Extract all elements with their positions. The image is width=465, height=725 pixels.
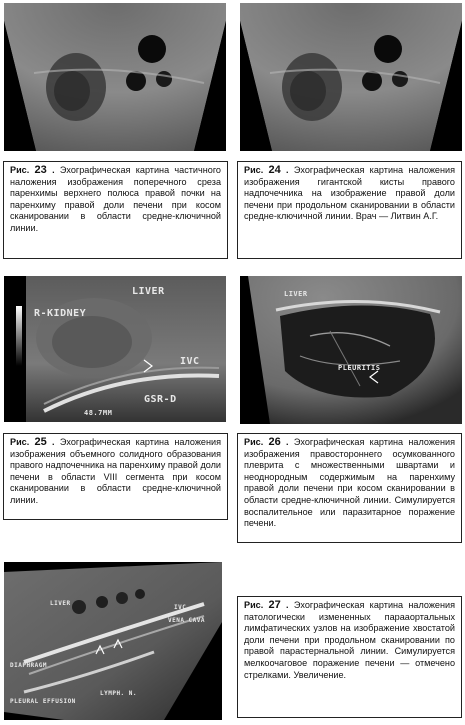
caption-fig24: Рис. 24 . Эхографическая картина наложения изображения гигантской кисты правого надпочечника на изображение правой доли печени при продольном сканировании в области средне-ключичной линии. Врач — Литвин А.Г. — [237, 161, 462, 259]
figure-label: Рис. — [244, 165, 264, 175]
figure-label: Рис. — [244, 600, 264, 610]
figure-number: 26 — [268, 436, 281, 448]
figure-label: Рис. — [244, 437, 264, 447]
figure-number: 24 — [268, 164, 281, 176]
caption-text: Эхографическая картина наложения изображения объемного солидного образования правого надпочечника на паренхиму правой доли печени в области VIII сегмента при косом сканировании в области средне-ключичной линии. — [10, 437, 221, 505]
liver-label: LIVER — [132, 286, 165, 297]
ultrasound-image-fig23 — [4, 3, 226, 151]
figure-label: Рис. — [10, 165, 30, 175]
caption-fig27: Рис. 27 . Эхографическая картина наложения патологически измененных парааортальных лимфатических узлов на изображение хвостатой доли печени при продольном сканировании по правой парастернальной линии. Симулируется мелкоочаговое поражение печени — отмечено стрелками. Увеличение. — [237, 596, 462, 718]
figure-number: 23 — [34, 164, 47, 176]
gsr-label: GSR-D — [144, 394, 177, 405]
caption-text: Эхографическая картина наложения изображения гигантской кисты правого надпочечника на изображение правой доли печени при продольном сканировании в области средне-ключичной линии. Врач — Литвин А.Г. — [244, 165, 455, 222]
figure-label: Рис. — [10, 437, 30, 447]
figure-number: 27 — [268, 599, 281, 611]
caption-text: Эхографическая картина частичного наложения изображения поперечного среза паренхимы верхнего полюса правой почки на паренхиму правой доли печени при косом сканировании в области средне-ключичной линии. — [10, 165, 221, 233]
ivc-label: IVC — [174, 604, 187, 611]
kidney-label: R-KIDNEY — [34, 308, 87, 319]
caption-fig23: Рис. 23 . Эхографическая картина частичного наложения изображения поперечного среза паренхимы верхнего полюса правой почки на паренхиму правой доли печени при косом сканировании в области средне-ключичной линии. — [3, 161, 228, 259]
ultrasound-image-fig24 — [240, 3, 462, 151]
vena-cava-label: VENA CAVA — [168, 617, 206, 624]
effusion-label: PLEURAL EFFUSION — [10, 698, 76, 705]
figure-number: 25 — [34, 436, 47, 448]
lymph-label: LYMPH. N. — [100, 690, 138, 697]
caption-fig26: Рис. 26 . Эхографическая картина наложения изображения правостороннего осумкованного плеврита с множественными швартами и неоднородным содержимым на паренхиму правой доли печени при косом сканировании в области средне-ключичной линии. Симулируется воспалительное или паразитарное поражение печени. — [237, 433, 462, 543]
diaphragm-label: DIAPHRAGM — [10, 662, 48, 669]
caption-text: Эхографическая картина наложения изображения правостороннего осумкованного плеврита с множественными швартами и неоднородным содержимым на паренхиму правой доли печени при косом сканировании в области средне-ключичной линии. Симулируется воспалительное или паразитарное поражение печени. — [244, 437, 455, 529]
liver-label: LIVER — [50, 600, 71, 607]
ivc-label: IVC — [180, 356, 200, 367]
liver-label: LIVER — [284, 290, 308, 298]
ultrasound-image-fig27 — [4, 562, 222, 720]
pleuritis-label: PLEURITIS — [338, 364, 381, 372]
ultrasound-image-fig26 — [240, 276, 462, 424]
caption-text: Эхографическая картина наложения патологически измененных парааортальных лимфатических узлов на изображение хвостатой доли печени при продольном сканировании по правой парастернальной линии. Симулируется мелкоочаговое поражение печени — отмечено стрелками. Увеличение. — [244, 600, 455, 680]
caption-fig25: Рис. 25 . Эхографическая картина наложения изображения объемного солидного образования правого надпочечника на паренхиму правой доли печени в области VIII сегмента при косом сканировании в области средне-ключичной линии. — [3, 433, 228, 520]
measure-label: 48.7MM — [84, 409, 113, 417]
ultrasound-image-fig25 — [4, 276, 226, 422]
